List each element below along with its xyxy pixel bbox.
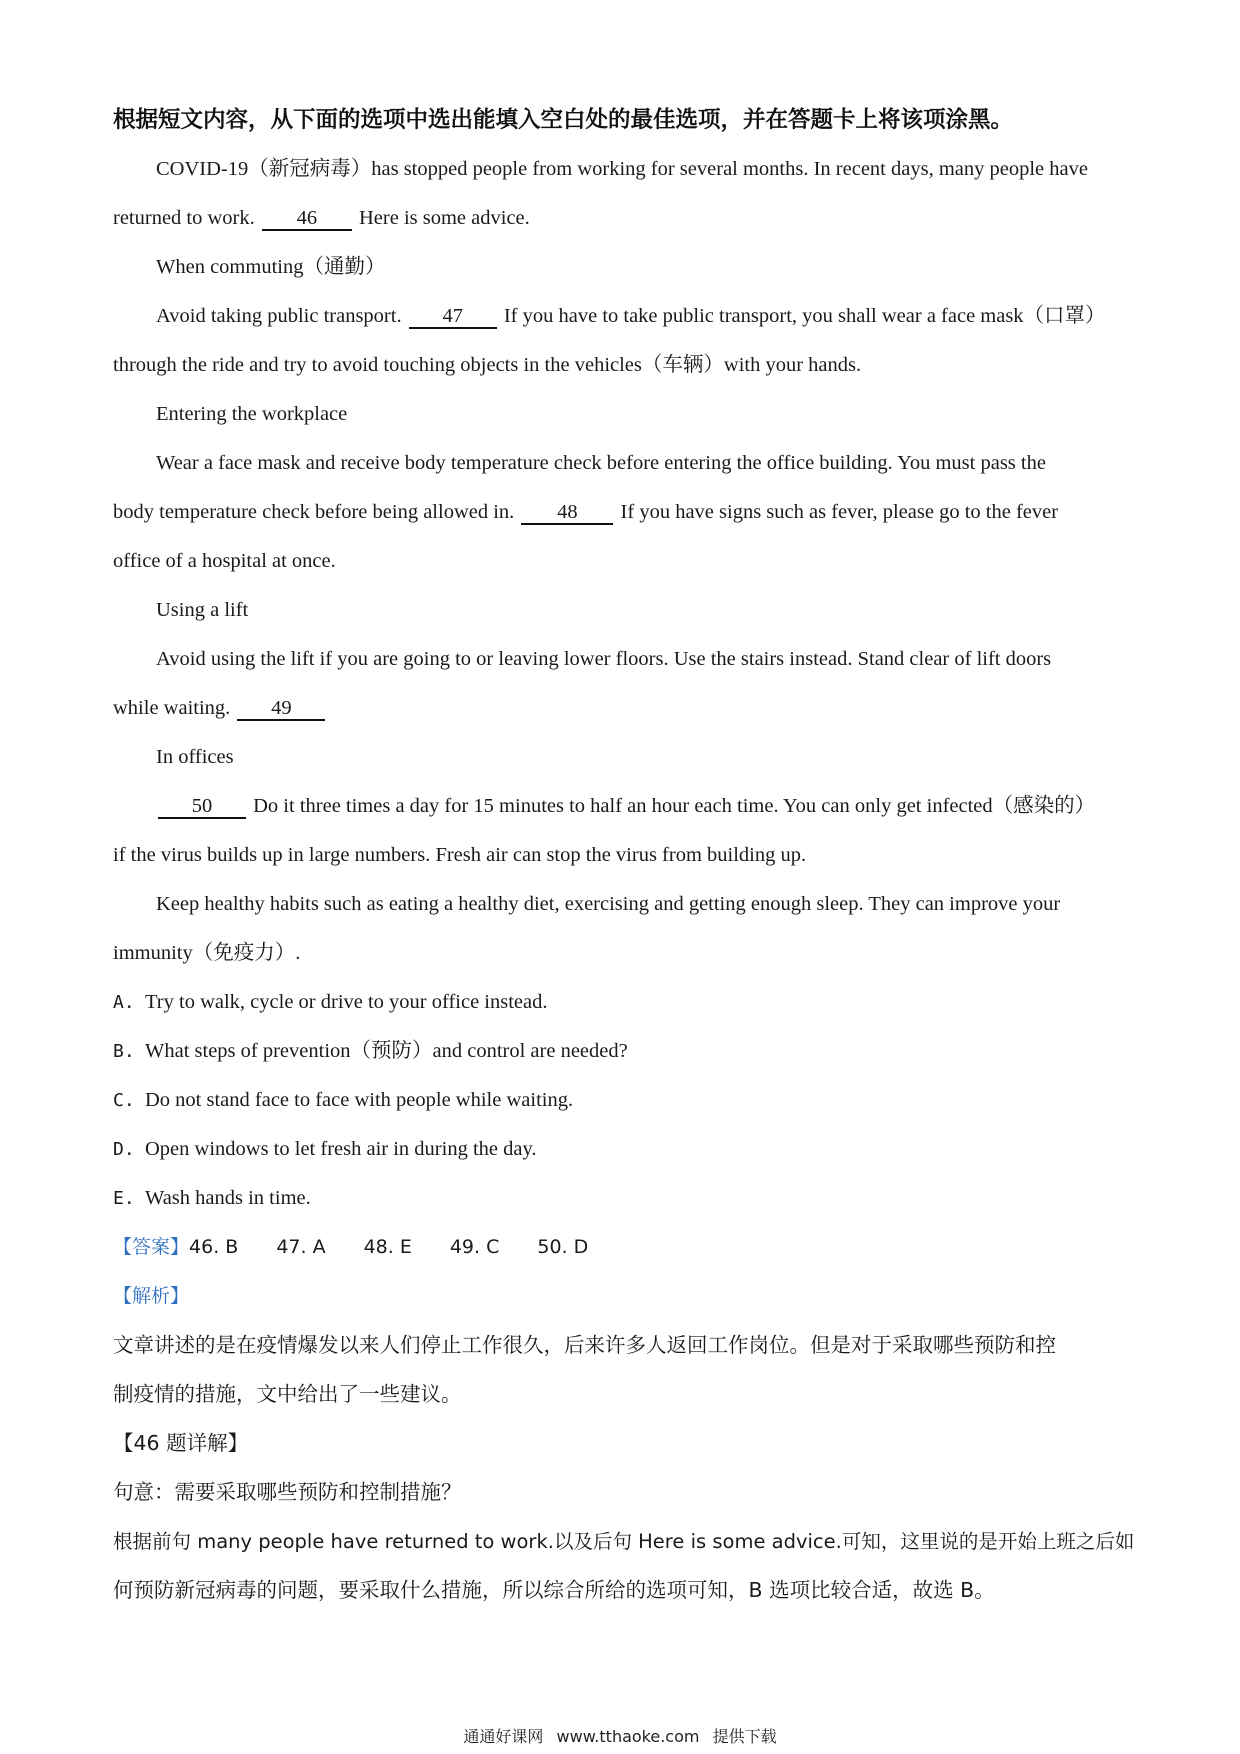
footer-url[interactable]: www.tthaoke.com	[556, 1727, 700, 1746]
analysis-line: 文章讲述的是在疫情爆发以来人们停止工作很久，后来许多人返回工作岗位。但是对于采取哪些预防和控	[113, 1333, 1056, 1357]
footer-note: 提供下载	[712, 1727, 777, 1746]
blank-50: 50	[158, 795, 246, 819]
analysis-label: 【解析】	[113, 1285, 190, 1307]
section-heading-lift: Using a lift	[156, 599, 249, 621]
detail-46-line: 根据前句 many people have returned to work.以及后句 Here is some advice.可知，这里说的是开始上班之后如	[113, 1530, 1135, 1553]
answer-item: 46. B	[189, 1236, 239, 1258]
passage-text: while waiting.	[113, 697, 231, 719]
passage-text: returned to work.	[113, 207, 255, 229]
analysis-line: 制疫情的措施，文中给出了一些建议。	[113, 1382, 462, 1406]
section-heading-workplace: Entering the workplace	[156, 403, 348, 425]
blank-47: 47	[409, 305, 497, 329]
option-letter: D.	[113, 1139, 135, 1160]
answer-item: 48. E	[363, 1236, 412, 1258]
option-text: Open windows to let fresh air in during the day.	[145, 1138, 537, 1160]
option-text: Wash hands in time.	[145, 1187, 311, 1209]
passage-line: Avoid using the lift if you are going to or leaving lower floors. Use the stairs instead. Stand clear of lift doors	[156, 648, 1052, 670]
passage-line	[113, 292, 1133, 341]
option-text: Do not stand face to face with people while waiting.	[145, 1089, 574, 1111]
passage-text: Do it three times a day for 15 minutes to half an hour each time. You can only get infected（感染的）	[253, 795, 1096, 817]
detail-46-line: 何预防新冠病毒的问题，要采取什么措施，所以综合所给的选项可知，B 选项比较合适，故选 B。	[113, 1578, 995, 1602]
passage-line: Keep healthy habits such as eating a healthy diet, exercising and getting enough sleep. They can improve your	[156, 893, 1061, 915]
option-a	[113, 978, 1133, 1027]
answer-item: 47. A	[276, 1236, 326, 1258]
answer-item: 49. C	[449, 1236, 500, 1258]
passage-line	[113, 782, 1133, 831]
passage-text: Here is some advice.	[359, 207, 530, 229]
instruction-heading: 根据短文内容，从下面的选项中选出能填入空白处的最佳选项，并在答题卡上将该项涂黑。	[113, 107, 1014, 133]
option-letter: B.	[113, 1041, 135, 1062]
option-text: What steps of prevention（预防）and control are needed?	[145, 1040, 628, 1062]
passage-line: office of a hospital at once.	[113, 550, 336, 572]
answer-label: 【答案】	[113, 1236, 190, 1258]
analysis-heading	[113, 1272, 1133, 1321]
option-c	[113, 1076, 1133, 1125]
answer-item: 50. D	[537, 1236, 589, 1258]
passage-text: Avoid taking public transport.	[156, 305, 402, 327]
option-d	[113, 1125, 1133, 1174]
detail-46-meaning: 句意：需要采取哪些预防和控制措施？	[113, 1480, 462, 1504]
option-text: Try to walk, cycle or drive to your office instead.	[145, 991, 548, 1013]
answer-key	[113, 1223, 1133, 1272]
passage-line: through the ride and try to avoid touching objects in the vehicles（车辆）with your hands.	[113, 354, 862, 376]
blank-48: 48	[521, 501, 613, 525]
option-b	[113, 1027, 1133, 1076]
passage-line: immunity（免疫力）.	[113, 942, 301, 964]
passage-text: If you have signs such as fever, please go to the fever	[620, 501, 1059, 523]
option-letter: C.	[113, 1090, 135, 1111]
option-letter: E.	[113, 1188, 135, 1209]
footer-site-name: 通通好课网	[463, 1727, 544, 1746]
passage-line: Wear a face mask and receive body temperature check before entering the office building. You must pass the	[156, 452, 1046, 474]
passage-line: COVID-19（新冠病毒）has stopped people from working for several months. In recent days, many people have	[156, 158, 1088, 180]
passage-line	[113, 194, 1133, 243]
page-footer	[0, 1724, 1240, 1747]
option-e	[113, 1174, 1133, 1223]
detail-46-heading: 【46 题详解】	[113, 1431, 249, 1455]
section-heading-offices: In offices	[156, 746, 234, 768]
passage-line	[113, 684, 1133, 733]
blank-46: 46	[262, 207, 352, 231]
section-heading-commuting: When commuting（通勤）	[156, 256, 386, 278]
passage-text: If you have to take public transport, you shall wear a face mask（口罩）	[503, 305, 1106, 327]
passage-line	[113, 488, 1133, 537]
blank-49: 49	[237, 697, 325, 721]
option-letter: A.	[113, 992, 135, 1013]
passage-text: body temperature check before being allowed in.	[113, 501, 515, 523]
passage-line: if the virus builds up in large numbers. Fresh air can stop the virus from building up.	[113, 844, 807, 866]
document-page	[113, 96, 1133, 1615]
